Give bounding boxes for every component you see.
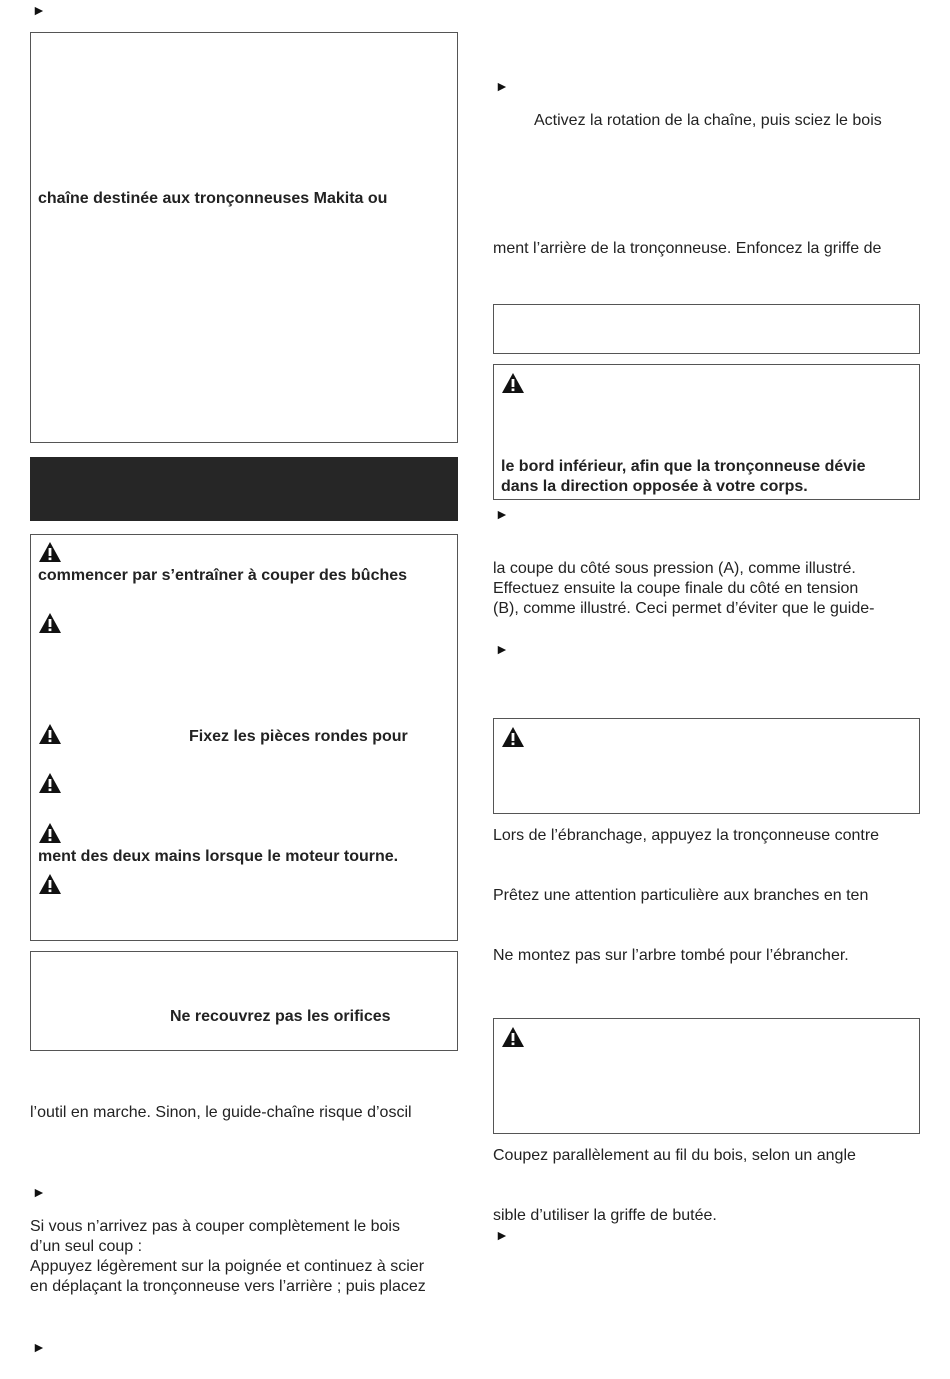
warning-icon: [38, 723, 62, 745]
body-text: Ne montez pas sur l’arbre tombé pour l’ébrancher.: [493, 947, 849, 964]
body-text: Coupez parallèlement au fil du bois, selon un angle: [493, 1147, 856, 1164]
warning-text: ment des deux mains lorsque le moteur tourne.: [38, 848, 399, 865]
warning-box: [30, 534, 458, 941]
body-text: (B), comme illustré. Ceci permet d’éviter que le guide-: [493, 600, 875, 617]
bullet-arrow-icon: ►: [32, 1184, 46, 1200]
body-text: la coupe du côté sous pression (A), comme illustré.: [493, 560, 856, 577]
warning-icon: [38, 612, 62, 634]
warning-text: commencer par s’entraîner à couper des bûches: [38, 567, 408, 584]
body-text: Prêtez une attention particulière aux branches en ten: [493, 887, 869, 904]
note-box: [30, 951, 458, 1051]
body-text: Appuyez légèrement sur la poignée et continuez à scier: [30, 1258, 425, 1275]
body-text: Activez la rotation de la chaîne, puis sciez le bois: [534, 112, 882, 129]
body-text: Effectuez ensuite la coupe finale du côté en tension: [493, 580, 859, 597]
note-box: [493, 304, 920, 354]
caution-text: chaîne destinée aux tronçonneuses Makita ou: [38, 190, 388, 207]
warning-text: le bord inférieur, afin que la tronçonneuse dévie: [501, 458, 866, 475]
warning-icon: [501, 372, 525, 394]
bullet-arrow-icon: ►: [495, 78, 509, 94]
warning-icon: [38, 772, 62, 794]
warning-box: [493, 1018, 920, 1134]
section-header-bar: [30, 457, 458, 521]
bullet-arrow-icon: ►: [495, 641, 509, 657]
caution-box: [30, 32, 458, 443]
bullet-arrow-icon: ►: [32, 1339, 46, 1355]
note-text: Ne recouvrez pas les orifices: [170, 1008, 391, 1025]
warning-icon: [501, 726, 525, 748]
bullet-arrow-icon: ►: [32, 2, 46, 18]
bullet-arrow-icon: ►: [495, 1227, 509, 1243]
body-text: Lors de l’ébranchage, appuyez la tronçonneuse contre: [493, 827, 880, 844]
warning-text: Fixez les pièces rondes pour: [189, 728, 408, 745]
warning-icon: [38, 822, 62, 844]
warning-text: dans la direction opposée à votre corps.: [501, 478, 808, 495]
body-text: sible d’utiliser la griffe de butée.: [493, 1207, 717, 1224]
bullet-arrow-icon: ►: [495, 506, 509, 522]
body-text: d’un seul coup :: [30, 1238, 143, 1255]
body-text: l’outil en marche. Sinon, le guide-chaîne risque d’oscil: [30, 1104, 412, 1121]
warning-icon: [38, 541, 62, 563]
warning-icon: [38, 873, 62, 895]
warning-icon: [501, 1026, 525, 1048]
warning-box: [493, 718, 920, 814]
body-text: Si vous n’arrivez pas à couper complètement le bois: [30, 1218, 400, 1235]
warning-box: [493, 364, 920, 500]
body-text: en déplaçant la tronçonneuse vers l’arrière ; puis placez: [30, 1278, 426, 1295]
body-text: ment l’arrière de la tronçonneuse. Enfoncez la griffe de: [493, 240, 882, 257]
